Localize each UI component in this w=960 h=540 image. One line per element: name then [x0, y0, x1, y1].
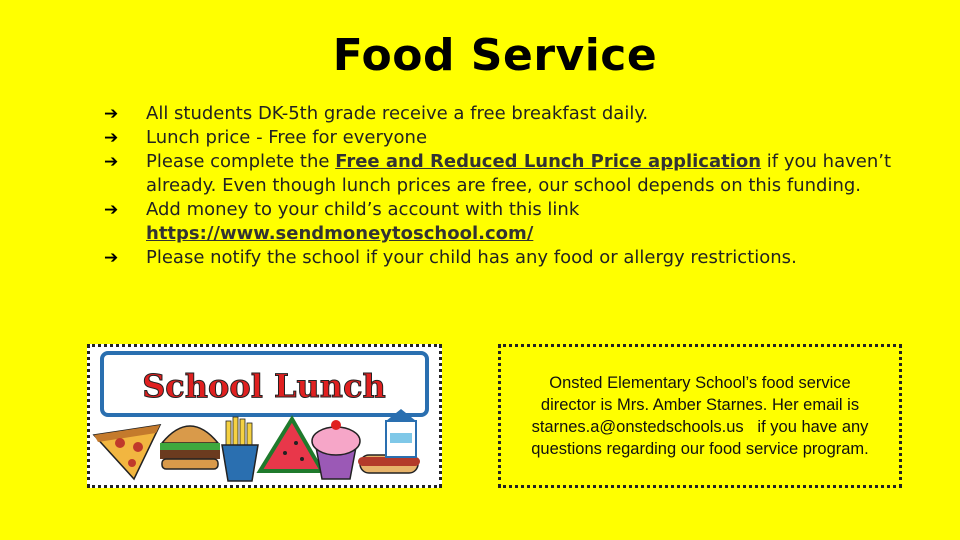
- bullet-list: [102, 102, 892, 270]
- bullet-item: ➔ Please notify the school if your child has any food or allergy restrictions.: [104, 247, 797, 268]
- arrow-icon: ➔: [104, 128, 119, 148]
- school-lunch-illustration: [90, 347, 439, 485]
- school-lunch-image: [87, 344, 442, 488]
- bullet-item: ➔ Lunch price - Free for everyone: [104, 127, 428, 148]
- arrow-icon: ➔: [104, 152, 119, 172]
- fries-icon: [222, 417, 258, 481]
- contact-info-box: [498, 344, 902, 488]
- send-money-link[interactable]: https://www.sendmoneytoschool.com/: [146, 223, 534, 244]
- arrow-icon: ➔: [104, 248, 119, 268]
- bullet-item: ➔ Please complete the Free and Reduced Lunch Price application if you haven’t already. Even though lunch prices are free, our school depends on this funding.: [104, 151, 892, 196]
- bullet-item: ➔ All students DK-5th grade receive a free breakfast daily.: [104, 103, 649, 124]
- banner-text: School Lunch: [142, 367, 386, 405]
- contact-info-text: Onsted Elementary School’s food service director is Mrs. Amber Starnes. Her email is starnes.a@onstedschools.us if you have any questions regarding our food service program.: [531, 374, 869, 458]
- page-title: Food Service: [332, 30, 658, 81]
- burger-icon: [160, 426, 220, 469]
- arrow-icon: ➔: [104, 104, 119, 124]
- pizza-icon: [94, 425, 160, 479]
- application-link[interactable]: Free and Reduced Lunch Price application: [335, 151, 762, 172]
- bullet-item: ➔ Add money to your child’s account with this link https://www.sendmoneytoschool.com/: [104, 199, 580, 244]
- arrow-icon: ➔: [104, 200, 119, 220]
